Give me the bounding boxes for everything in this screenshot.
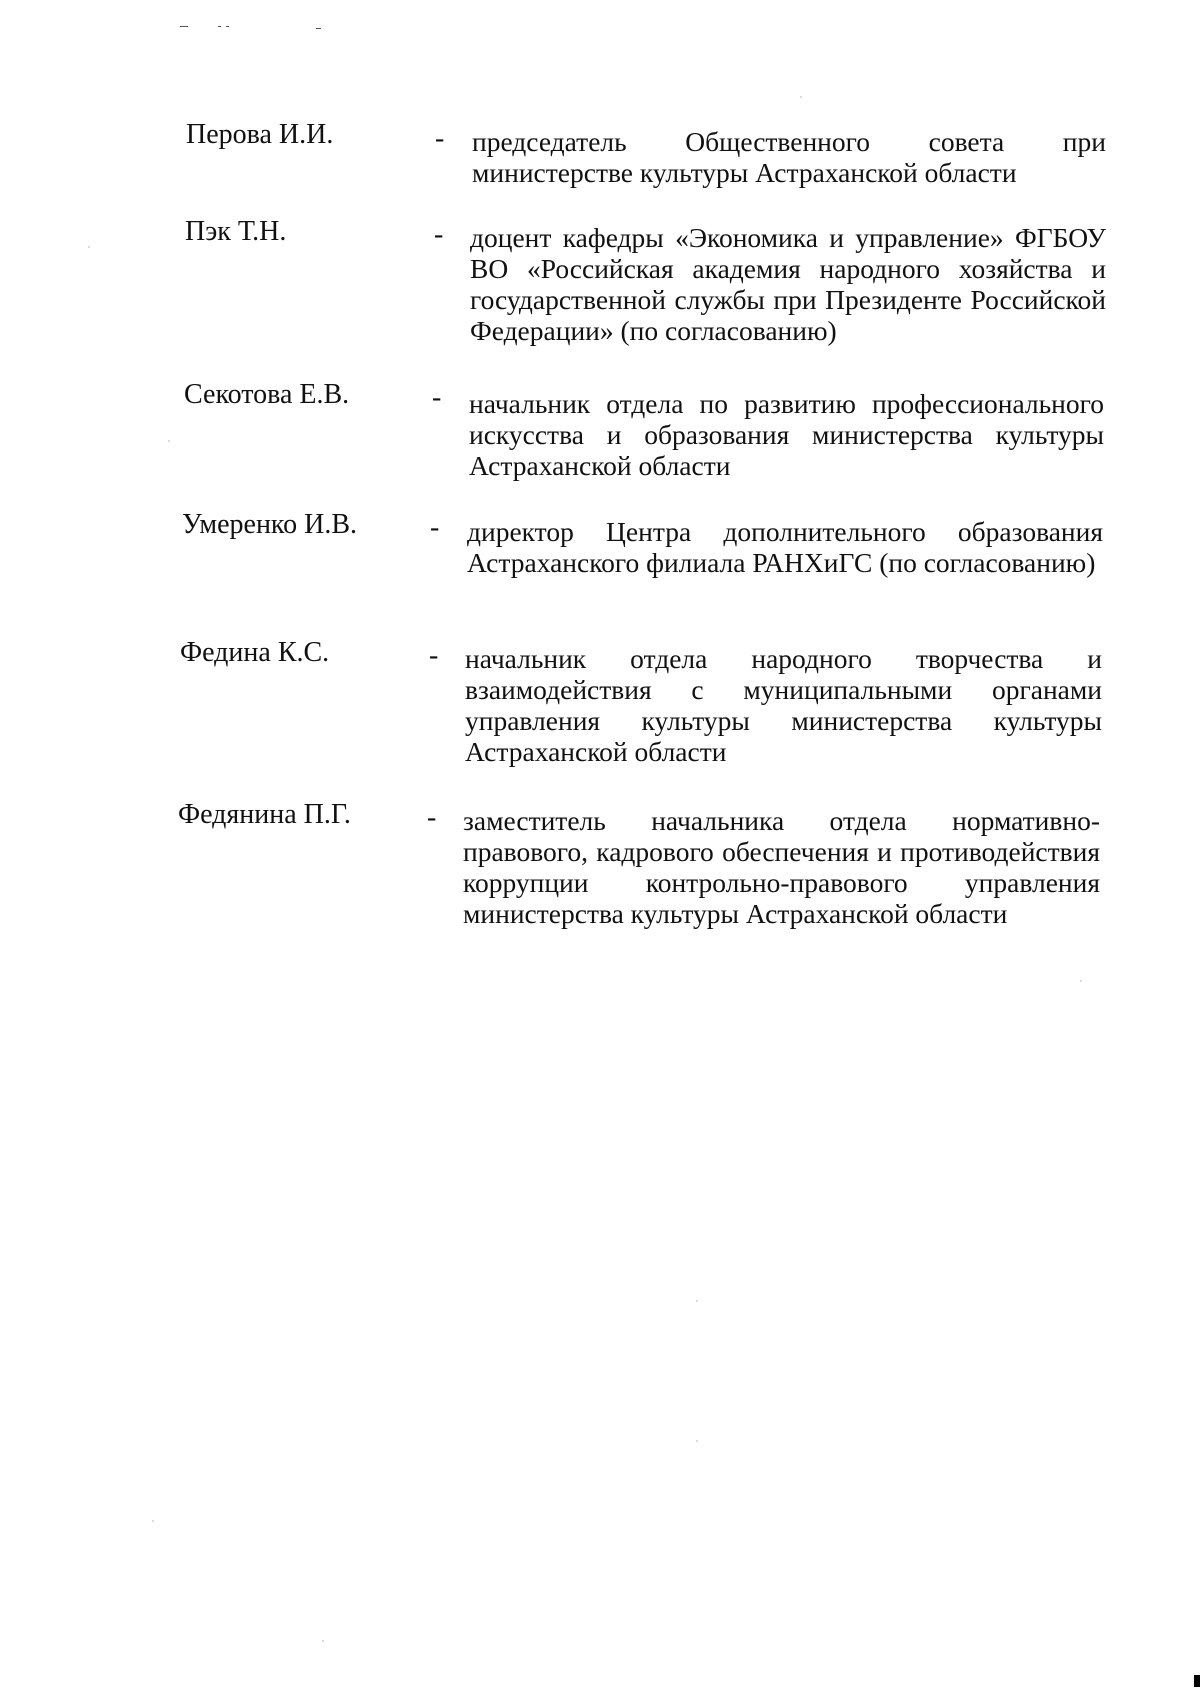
- member-name: Федина К.С.: [180, 637, 330, 668]
- scan-dust: [322, 1640, 324, 1642]
- member-name: Перова И.И.: [186, 119, 334, 150]
- member-dash: -: [427, 802, 437, 833]
- member-name: Федянина П.Г.: [178, 799, 351, 830]
- member-dash: -: [429, 640, 439, 671]
- member-name: Секотова Е.В.: [184, 379, 350, 410]
- scan-artifact: [316, 28, 321, 29]
- scan-artifact: [180, 26, 188, 27]
- member-dash: -: [435, 123, 445, 154]
- scan-edge-mark: [1194, 1675, 1200, 1687]
- member-name: Умеренко И.В.: [182, 509, 357, 540]
- scan-dust: [696, 1440, 698, 1442]
- member-description: председатель Общественного совета при министерстве культуры Астраханской области: [472, 126, 1106, 188]
- scan-dust: [88, 246, 90, 248]
- member-dash: -: [432, 382, 442, 413]
- scan-dust: [696, 1300, 698, 1302]
- scan-artifact: [218, 26, 221, 27]
- scan-dust: [152, 1520, 154, 1522]
- member-dash: -: [434, 219, 444, 250]
- member-description: начальник отдела по развитию профессионального искусства и образования министерства культуры Астраханской области: [469, 388, 1104, 481]
- member-name: Пэк Т.Н.: [185, 216, 287, 247]
- scan-artifact: [226, 26, 229, 27]
- scan-dust: [1080, 980, 1082, 982]
- member-description: доцент кафедры «Экономика и управление» ФГБОУ ВО «Российская академия народного хозяйства и государственной службы при Президенте Российской Федерации» (по согласованию): [470, 222, 1106, 346]
- scan-dust: [800, 96, 802, 98]
- member-description: директор Центра дополнительного образования Астраханского филиала РАНХиГС (по согласованию): [467, 516, 1103, 578]
- member-description: начальник отдела народного творчества и взаимодействия с муниципальными органами управления культуры министерства культуры Астраханской области: [465, 643, 1102, 767]
- member-dash: -: [430, 512, 440, 543]
- member-description: заместитель начальника отдела нормативно-правового, кадрового обеспечения и противодействия коррупции контрольно-правового управления министерства культуры Астраханской области: [463, 805, 1100, 929]
- scan-dust: [168, 440, 170, 442]
